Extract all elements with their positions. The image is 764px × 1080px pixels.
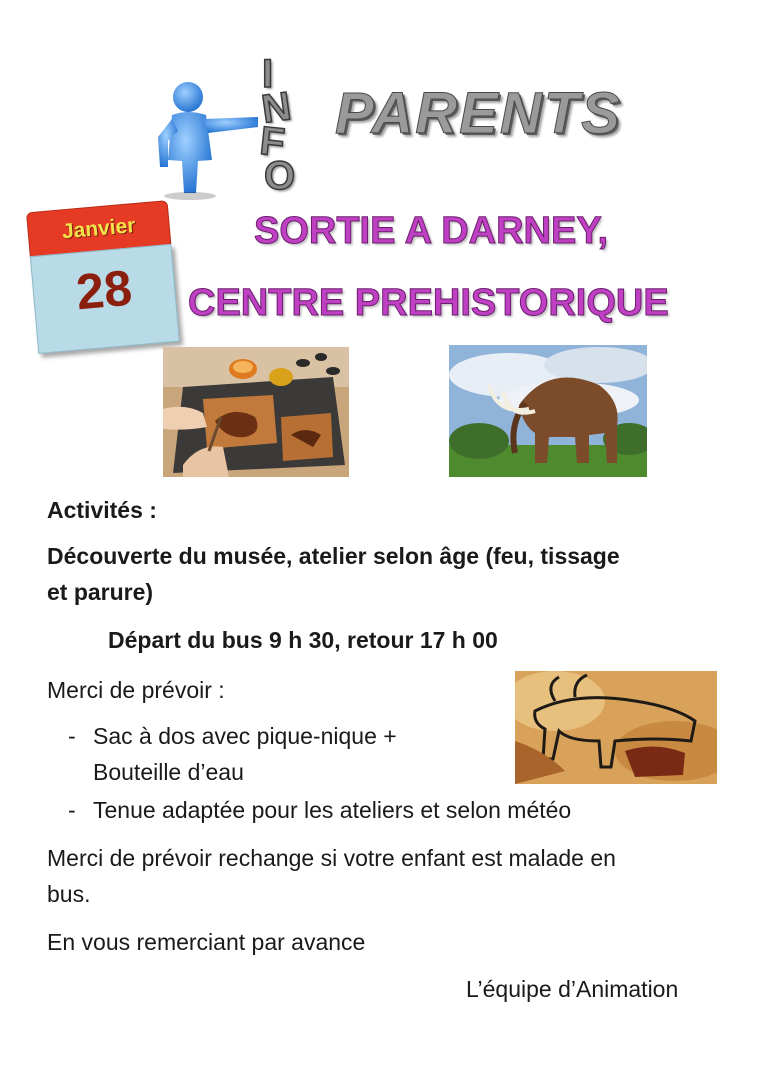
signature: L’équipe d’Animation [466, 976, 679, 1002]
bullet-dash: - [68, 797, 76, 823]
logo-letter-f: F [257, 118, 287, 166]
bullet-2-line-1: Tenue adaptée pour les ateliers et selon météo [93, 797, 572, 823]
spare-clothes-line-2: bus. [47, 881, 91, 907]
logo-letter-n: N [259, 84, 294, 132]
activities-line-1: Découverte du musée, atelier selon âge (feu, tissage [47, 543, 620, 569]
lascaux-cave-painting-photo [515, 671, 717, 784]
activities-label: Activités : [47, 497, 157, 523]
calendar-month: Janvier [61, 214, 137, 244]
bus-times: Départ du bus 9 h 30, retour 17 h 00 [108, 627, 498, 653]
title-line-1: SORTIE A DARNEY, [254, 210, 609, 252]
bullet-1-line-1: Sac à dos avec pique-nique + [93, 723, 397, 749]
bullet-1-line-2: Bouteille d’eau [93, 759, 244, 785]
cave-painting-workshop-photo [163, 347, 349, 477]
mammoth-statue-photo [449, 345, 647, 477]
logo-parents-word: PARENTS [335, 81, 622, 146]
logo-letter-o: O [264, 154, 296, 198]
calendar-body [30, 244, 180, 354]
bring-label: Merci de prévoir : [47, 677, 225, 703]
person-figure-icon [150, 75, 260, 200]
title-line-2: CENTRE PREHISTORIQUE [188, 282, 669, 324]
bullet-dash: - [68, 723, 76, 749]
activities-line-2: et parure) [47, 579, 154, 605]
calendar-date [26, 200, 180, 356]
calendar-day: 28 [73, 259, 135, 321]
logo-letter-i: I [262, 52, 274, 96]
thanks-line: En vous remerciant par avance [47, 929, 366, 955]
spare-clothes-line-1: Merci de prévoir rechange si votre enfant est malade en [47, 845, 616, 871]
